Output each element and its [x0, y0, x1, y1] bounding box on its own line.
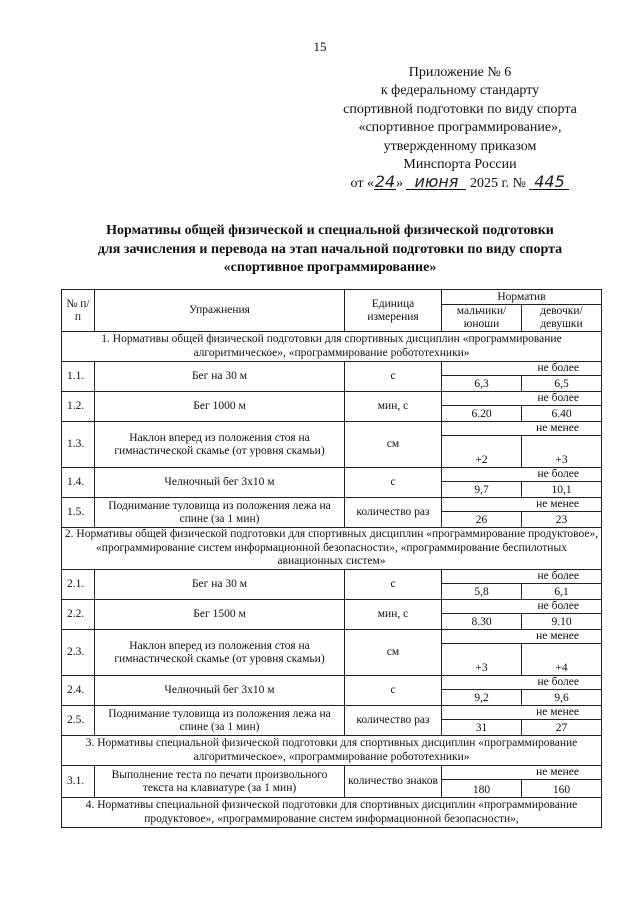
header-exercise: Упражнения — [95, 290, 345, 332]
table-row — [62, 570, 602, 584]
section-row — [62, 528, 602, 570]
row-num: 1.2. — [62, 392, 95, 422]
row-exercise: Челночный бег 3x10 м — [95, 676, 345, 706]
title-line: для зачисления и перевода на этап начальной подготовки по виду спорта — [97, 241, 563, 257]
handwritten-order-number: 445 — [529, 174, 569, 190]
value-boys: 31 — [442, 720, 522, 736]
value-boys: 8.30 — [442, 614, 522, 630]
row-unit: см — [345, 630, 442, 676]
approval-line: спортивной подготовки по виду спорта — [343, 101, 577, 117]
document-title — [60, 222, 600, 278]
row-condition: не менее — [442, 422, 602, 436]
row-num: 2.2. — [62, 600, 95, 630]
row-num: 3.1. — [62, 766, 95, 798]
row-condition: не более — [442, 600, 602, 614]
header-num: № п/п — [62, 290, 95, 332]
table-row — [62, 630, 602, 644]
approval-date-line — [335, 174, 585, 193]
value-girls: 10,1 — [522, 482, 602, 498]
table-row — [62, 362, 602, 376]
row-condition: не более — [442, 392, 602, 406]
row-unit: мин, с — [345, 392, 442, 422]
value-boys: 26 — [442, 512, 522, 528]
table-row — [62, 676, 602, 690]
row-num: 1.4. — [62, 468, 95, 498]
row-num: 2.4. — [62, 676, 95, 706]
row-condition: не более — [442, 676, 602, 690]
value-girls: 23 — [522, 512, 602, 528]
value-boys: +2 — [442, 436, 522, 468]
value-girls: 6.40 — [522, 406, 602, 422]
row-condition: не более — [442, 468, 602, 482]
row-condition: не менее — [442, 706, 602, 720]
row-exercise: Бег на 30 м — [95, 570, 345, 600]
header-norm: Норматив — [442, 290, 602, 305]
value-girls: 9.10 — [522, 614, 602, 630]
row-unit: с — [345, 362, 442, 392]
row-exercise: Наклон вперед из положения стоя на гимнастической скамье (от уровня скамьи) — [95, 630, 345, 676]
row-exercise: Челночный бег 3x10 м — [95, 468, 345, 498]
value-girls: 6,5 — [522, 376, 602, 392]
table-row — [62, 600, 602, 614]
approval-line: «спортивное программирование», — [358, 120, 562, 136]
approval-line: Приложение № 6 — [408, 65, 512, 80]
row-exercise: Выполнение теста по печати произвольного текста на клавиатуре (за 1 мин) — [95, 766, 345, 798]
value-girls: 27 — [522, 720, 602, 736]
title-line: «спортивное программирование» — [223, 260, 437, 275]
row-exercise: Бег 1000 м — [95, 392, 345, 422]
row-num: 1.1. — [62, 362, 95, 392]
table-row — [62, 392, 602, 406]
section-row — [62, 332, 602, 362]
section-title: 4. Нормативы специальной физической подготовки для спортивных дисциплин «программирование продуктовое», «программирование систем информационной безопасности», — [62, 798, 602, 828]
section-title: 2. Нормативы общей физической подготовки для спортивных дисциплин «программирование продуктовое», «программирование систем информационной безопасности», «программирование беспилотных авиационных систем» — [62, 528, 602, 570]
row-exercise: Бег 1500 м — [95, 600, 345, 630]
approval-line: Минспорта России — [403, 157, 517, 173]
row-num: 1.5. — [62, 498, 95, 528]
value-boys: 6.20 — [442, 406, 522, 422]
row-unit: с — [345, 570, 442, 600]
row-unit: количество раз — [345, 498, 442, 528]
value-boys: +3 — [442, 644, 522, 676]
approval-line: утвержденному приказом — [383, 138, 537, 154]
row-unit: количество раз — [345, 706, 442, 736]
date-prefix: от « — [350, 176, 374, 192]
row-condition: не менее — [442, 630, 602, 644]
row-exercise: Наклон вперед из положения стоя на гимнастической скамье (от уровня скамьи) — [95, 422, 345, 468]
date-mid: » — [395, 176, 403, 192]
row-num: 2.5. — [62, 706, 95, 736]
header-girls: девочки/ девушки — [522, 305, 602, 332]
row-condition: не более — [442, 570, 602, 584]
date-year: 2025 г. № — [469, 176, 526, 192]
section-row — [62, 798, 602, 828]
section-title: 3. Нормативы специальной физической подготовки для спортивных дисциплин «программирование алгоритмическое», «программирование робототехники» — [62, 736, 602, 766]
table-header-row — [62, 290, 602, 305]
value-girls: 160 — [522, 780, 602, 798]
value-girls: 6,1 — [522, 584, 602, 600]
value-boys: 9,7 — [442, 482, 522, 498]
table-row — [62, 706, 602, 720]
approval-block — [335, 64, 585, 194]
row-num: 2.3. — [62, 630, 95, 676]
value-girls: +3 — [522, 436, 602, 468]
row-unit: количество знаков — [345, 766, 442, 798]
row-condition: не менее — [442, 766, 602, 780]
row-num: 2.1. — [62, 570, 95, 600]
row-exercise: Поднимание туловища из положения лежа на спине (за 1 мин) — [95, 498, 345, 528]
row-num: 1.3. — [62, 422, 95, 468]
norms-table — [61, 289, 602, 828]
value-boys: 180 — [442, 780, 522, 798]
header-unit: Единица измерения — [345, 290, 442, 332]
handwritten-day: 24 — [374, 172, 396, 192]
section-title: 1. Нормативы общей физической подготовки для спортивных дисциплин «программирование алгоритмическое», «программирование робототехники» — [62, 332, 602, 362]
row-unit: см — [345, 422, 442, 468]
value-boys: 9,2 — [442, 690, 522, 706]
row-unit: с — [345, 468, 442, 498]
table-row — [62, 422, 602, 436]
handwritten-month: июня — [406, 174, 466, 190]
row-condition: не более — [442, 362, 602, 376]
title-line: Нормативы общей физической и специальной физической подготовки — [106, 223, 554, 238]
table-row — [62, 498, 602, 512]
value-girls: +4 — [522, 644, 602, 676]
row-exercise: Бег на 30 м — [95, 362, 345, 392]
table-row — [62, 468, 602, 482]
row-unit: с — [345, 676, 442, 706]
row-exercise: Поднимание туловища из положения лежа на спине (за 1 мин) — [95, 706, 345, 736]
approval-line: к федеральному стандарту — [380, 83, 540, 99]
row-unit: мин, с — [345, 600, 442, 630]
header-boys: мальчики/ юноши — [442, 305, 522, 332]
value-boys: 5,8 — [442, 584, 522, 600]
row-condition: не менее — [442, 498, 602, 512]
value-boys: 6,3 — [442, 376, 522, 392]
page-number: 15 — [313, 39, 327, 54]
section-row — [62, 736, 602, 766]
value-girls: 9,6 — [522, 690, 602, 706]
table-row — [62, 766, 602, 780]
